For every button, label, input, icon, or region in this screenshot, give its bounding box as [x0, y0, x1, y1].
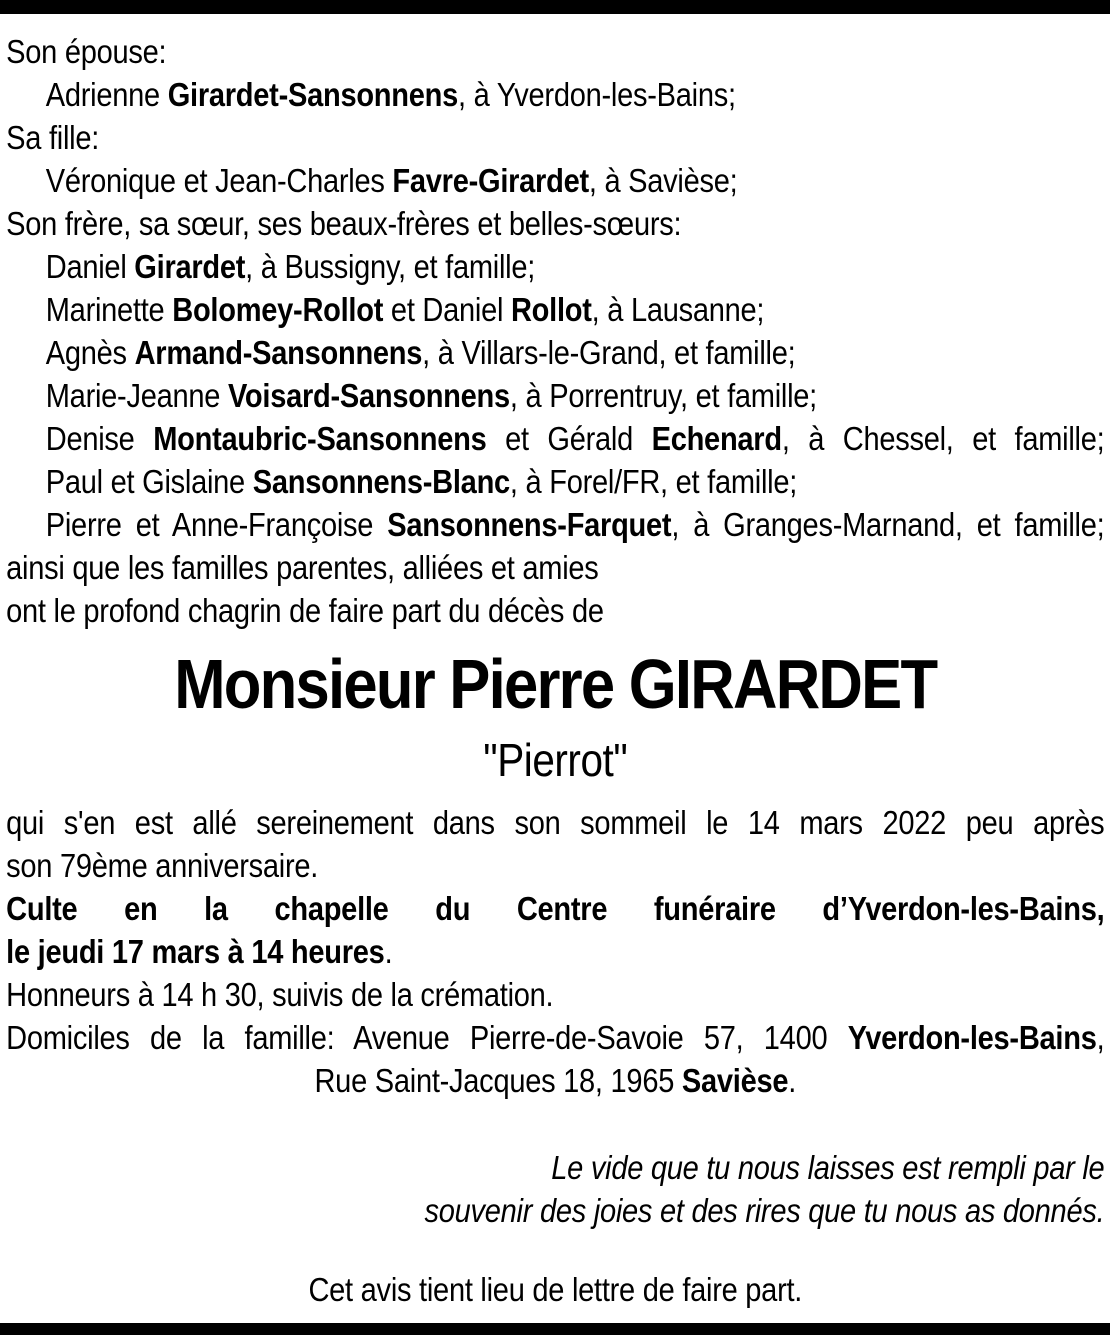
text-segment: , à Chessel, et famille;: [781, 420, 1105, 457]
text-line: [6, 589, 1104, 632]
text-segment: Domiciles de la famille: Avenue Pierre-de-Savoie 57, 1400: [6, 1019, 848, 1056]
text-segment: et Gérald: [486, 420, 652, 457]
top-rule: [0, 0, 1110, 14]
text-segment-bold: Voisard-Sansonnens: [227, 377, 510, 414]
text-segment: , à Forel/FR, et famille;: [509, 463, 798, 500]
text-segment-bold: Savièse: [681, 1062, 789, 1099]
text-segment: Adrienne: [45, 76, 168, 113]
text-line: [6, 159, 1104, 202]
text-segment-bold: Girardet: [134, 248, 246, 285]
text-segment: Rue Saint-Jacques 18, 1965: [314, 1062, 682, 1099]
text-segment: Paul et Gislaine: [45, 463, 253, 500]
text-segment: , à Granges-Marnand, et famille;: [671, 506, 1105, 543]
text-segment-bold: Girardet-Sansonnens: [167, 76, 459, 113]
text-segment-bold: Bolomey-Rollot: [172, 291, 384, 328]
text-segment-bold: le jeudi 17 mars à 14 heures: [6, 933, 385, 970]
text-segment-bold: Sansonnens-Blanc: [252, 463, 510, 500]
text-segment: .: [788, 1062, 797, 1099]
text-line: [6, 546, 1104, 589]
text-segment: souvenir des joies et des rires que tu nous as donnés.: [424, 1192, 1105, 1229]
footer-notice-line: Cet avis tient lieu de lettre de faire part.: [308, 1271, 803, 1308]
text-segment: , à Lausanne;: [591, 291, 765, 328]
death-notice: [0, 14, 1110, 1311]
text-segment: Agnès: [45, 334, 135, 371]
text-segment-bold: Echenard: [651, 420, 782, 457]
text-segment: .: [384, 933, 393, 970]
deceased-name-title: Monsieur Pierre GIRARDET: [174, 645, 937, 723]
text-segment: qui s'en est allé sereinement dans son sommeil le 14 mars 2022 peu après: [6, 804, 1105, 841]
text-segment: Son épouse:: [6, 33, 167, 70]
memorial-quote: [6, 1146, 1104, 1232]
text-line: [6, 202, 1104, 245]
text-segment: son 79ème anniversaire.: [6, 847, 319, 884]
text-segment-bold: Armand-Sansonnens: [134, 334, 423, 371]
text-segment: Son frère, sa sœur, ses beaux-frères et belles-sœurs:: [6, 205, 682, 242]
text-segment: Pierre et Anne-Françoise: [45, 506, 388, 543]
text-line: [6, 503, 1104, 546]
text-segment: ont le profond chagrin de faire part du décès de: [6, 592, 604, 629]
text-line: [6, 417, 1104, 460]
text-segment-bold: Montaubric-Sansonnens: [153, 420, 487, 457]
text-line: [6, 73, 1104, 116]
text-line: [6, 331, 1104, 374]
text-segment: Honneurs à 14 h 30, suivis de la crémation.: [6, 976, 554, 1013]
text-line: [6, 1059, 1104, 1102]
text-segment: Véronique et Jean-Charles: [45, 162, 393, 199]
text-segment: ainsi que les familles parentes, alliées et amies: [6, 549, 599, 586]
text-segment: Denise: [45, 420, 154, 457]
text-line: [6, 460, 1104, 503]
text-segment: et Daniel: [383, 291, 511, 328]
text-segment-bold: Favre-Girardet: [392, 162, 589, 199]
deceased-nickname: "Pierrot": [483, 734, 628, 786]
text-segment: , à Villars-le-Grand, et famille;: [422, 334, 796, 371]
text-line: [6, 1189, 1104, 1232]
family-list-section: [6, 30, 1104, 632]
text-segment: , à Bussigny, et famille;: [245, 248, 536, 285]
text-line: [6, 116, 1104, 159]
text-segment: Daniel: [45, 248, 135, 285]
text-line: [6, 801, 1104, 844]
text-line: [6, 973, 1104, 1016]
text-line: [6, 30, 1104, 73]
text-line: [6, 887, 1104, 930]
text-segment: Marie-Jeanne: [45, 377, 228, 414]
text-segment-bold: Sansonnens-Farquet: [387, 506, 672, 543]
text-line: [6, 288, 1104, 331]
text-line: [6, 1016, 1104, 1059]
text-segment-bold: Culte en la chapelle du Centre funéraire d’Yverdon-les-Bains,: [6, 890, 1105, 927]
ceremony-details-section: [6, 801, 1104, 1102]
bottom-rule: [0, 1323, 1110, 1335]
text-line: [6, 844, 1104, 887]
text-segment: Marinette: [45, 291, 173, 328]
text-segment: , à Porrentruy, et famille;: [509, 377, 817, 414]
text-line: [6, 1146, 1104, 1189]
text-segment: Le vide que tu nous laisses est rempli par le: [551, 1149, 1105, 1186]
text-line: [6, 374, 1104, 417]
text-line: [6, 245, 1104, 288]
text-line: [6, 930, 1104, 973]
text-segment-bold: Yverdon-les-Bains: [847, 1019, 1097, 1056]
text-segment-bold: Rollot: [510, 291, 592, 328]
text-segment: , à Yverdon-les-Bains;: [458, 76, 736, 113]
text-segment: ,: [1096, 1019, 1105, 1056]
text-segment: , à Savièse;: [588, 162, 738, 199]
text-segment: Sa fille:: [6, 119, 100, 156]
